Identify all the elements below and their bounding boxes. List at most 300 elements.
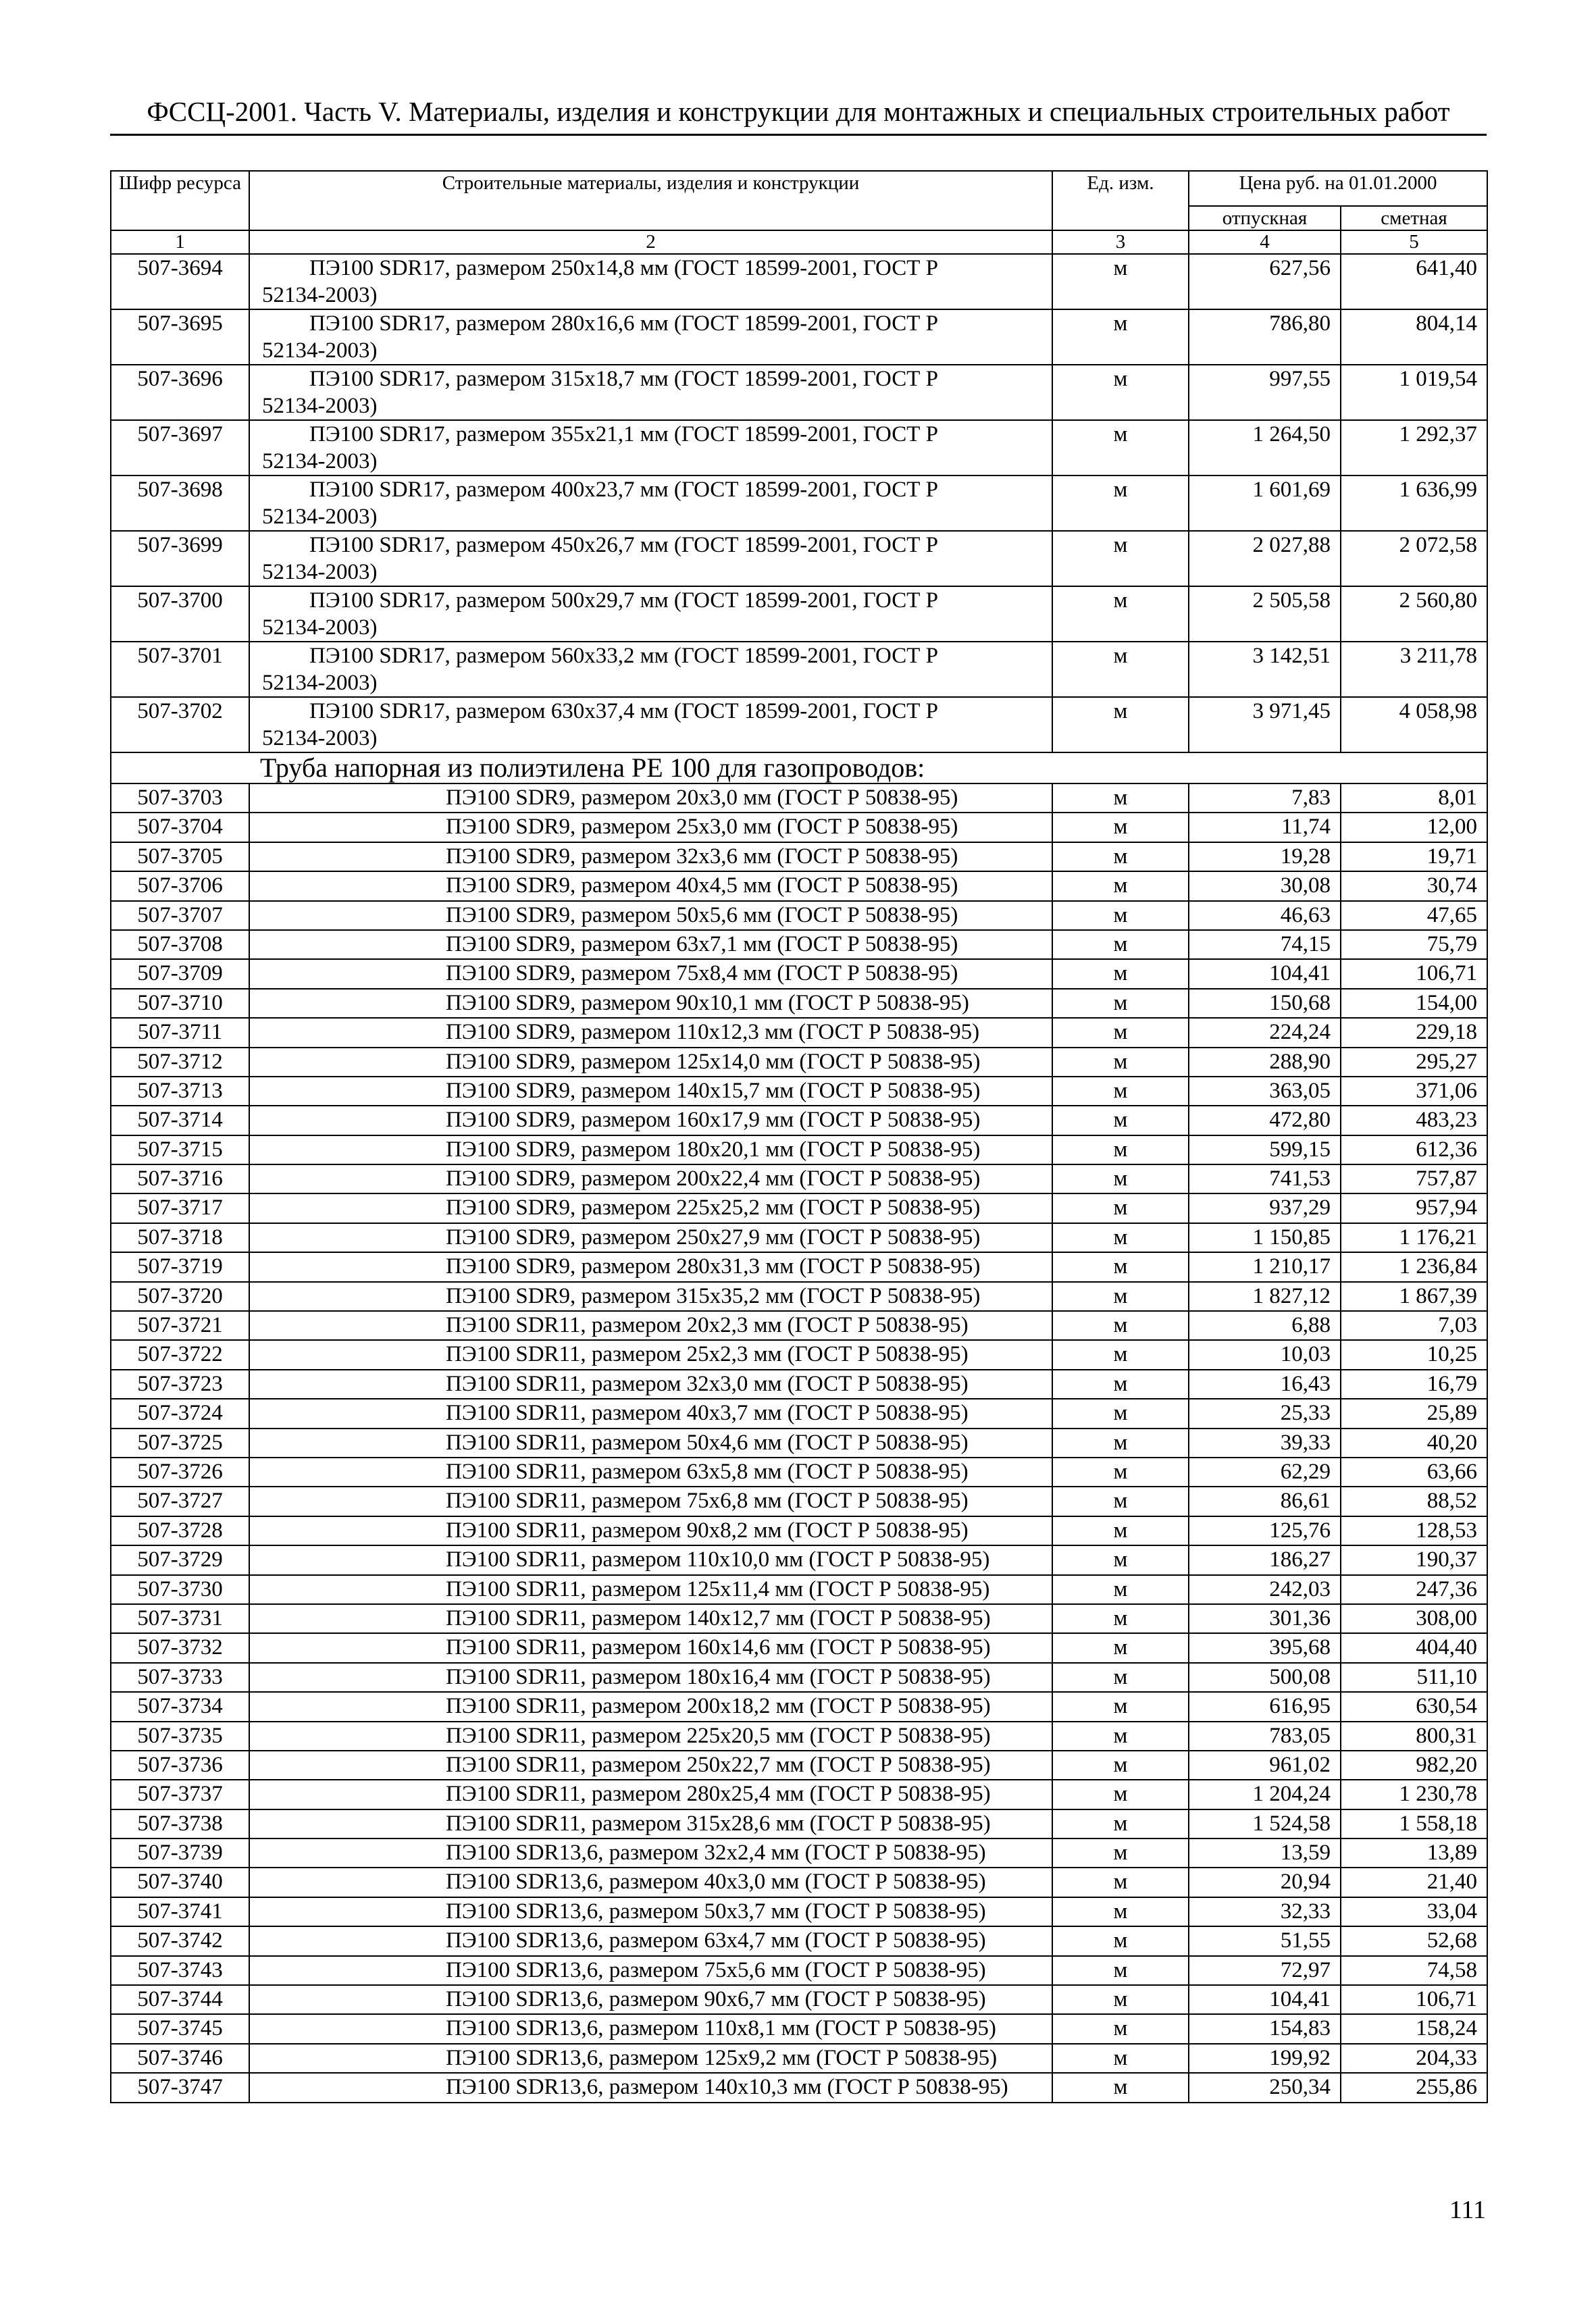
material-name: ПЭ100 SDR9, размером 200х22,4 мм (ГОСТ Р 50838-95) <box>249 1164 1052 1193</box>
table-row <box>111 1048 1487 1077</box>
material-name: ПЭ100 SDR9, размером 50х5,6 мм (ГОСТ Р 50838-95) <box>249 901 1052 930</box>
estimate-price: 1 558,18 <box>1341 1809 1487 1839</box>
unit: м <box>1052 1164 1189 1193</box>
material-name <box>249 531 1052 586</box>
table-row <box>111 1018 1487 1047</box>
table-row <box>111 697 1487 752</box>
table-row <box>111 1135 1487 1164</box>
estimate-price: 10,25 <box>1341 1340 1487 1369</box>
estimate-price: 7,03 <box>1341 1311 1487 1340</box>
unit: м <box>1052 642 1189 697</box>
material-name: ПЭ100 SDR13,6, размером 32х2,4 мм (ГОСТ Р 50838-95) <box>249 1839 1052 1868</box>
estimate-price: 74,58 <box>1341 1956 1487 1985</box>
release-price: 616,95 <box>1189 1692 1341 1721</box>
resource-code: 507-3741 <box>111 1897 249 1926</box>
page-header: ФССЦ-2001. Часть V. Материалы, изделия и конструкции для монтажных и специальных строительных работ <box>147 96 1450 127</box>
material-name: ПЭ100 SDR9, размером 75х8,4 мм (ГОСТ Р 50838-95) <box>249 959 1052 988</box>
unit: м <box>1052 1633 1189 1662</box>
resource-code: 507-3699 <box>111 531 249 586</box>
unit: м <box>1052 1985 1189 2014</box>
resource-code: 507-3694 <box>111 254 249 309</box>
release-price: 242,03 <box>1189 1575 1341 1604</box>
estimate-price: 204,33 <box>1341 2044 1487 2073</box>
resource-code: 507-3706 <box>111 871 249 900</box>
table-row <box>111 1575 1487 1604</box>
release-price: 72,97 <box>1189 1956 1341 1985</box>
unit: м <box>1052 1223 1189 1252</box>
unit: м <box>1052 1751 1189 1780</box>
table-row <box>111 1106 1487 1135</box>
estimate-price: 8,01 <box>1341 783 1487 813</box>
header-name: Строительные материалы, изделия и конструкции <box>249 171 1052 230</box>
estimate-price: 255,86 <box>1341 2073 1487 2102</box>
estimate-price: 757,87 <box>1341 1164 1487 1193</box>
release-price: 3 971,45 <box>1189 697 1341 752</box>
table-row <box>111 1868 1487 1897</box>
release-price: 150,68 <box>1189 989 1341 1018</box>
material-name: ПЭ100 SDR11, размером 20х2,3 мм (ГОСТ Р 50838-95) <box>249 1311 1052 1340</box>
material-name: ПЭ100 SDR11, размером 315х28,6 мм (ГОСТ Р 50838-95) <box>249 1809 1052 1839</box>
resource-code: 507-3697 <box>111 420 249 475</box>
resource-code: 507-3715 <box>111 1135 249 1164</box>
table-row <box>111 783 1487 813</box>
material-name: ПЭ100 SDR11, размером 125х11,4 мм (ГОСТ Р 50838-95) <box>249 1575 1052 1604</box>
release-price: 961,02 <box>1189 1751 1341 1780</box>
resource-code: 507-3713 <box>111 1077 249 1106</box>
material-name <box>249 475 1052 531</box>
estimate-price: 2 072,58 <box>1341 531 1487 586</box>
estimate-price: 1 236,84 <box>1341 1252 1487 1281</box>
resource-code: 507-3716 <box>111 1164 249 1193</box>
material-name: ПЭ100 SDR9, размером 25х3,0 мм (ГОСТ Р 50838-95) <box>249 813 1052 842</box>
unit: м <box>1052 365 1189 420</box>
unit: м <box>1052 254 1189 309</box>
material-name-line: 52134-2003) <box>262 726 378 750</box>
unit: м <box>1052 531 1189 586</box>
table-row <box>111 1164 1487 1193</box>
column-number-row <box>111 230 1487 254</box>
table-row <box>111 1516 1487 1545</box>
resource-code: 507-3703 <box>111 783 249 813</box>
table-row <box>111 1956 1487 1985</box>
table-row <box>111 813 1487 842</box>
release-price: 741,53 <box>1189 1164 1341 1193</box>
material-name-line: 52134-2003) <box>262 615 378 640</box>
unit: м <box>1052 1048 1189 1077</box>
estimate-price: 957,94 <box>1341 1193 1487 1223</box>
material-name: ПЭ100 SDR13,6, размером 63х4,7 мм (ГОСТ Р 50838-95) <box>249 1926 1052 1955</box>
table-row <box>111 309 1487 365</box>
material-name: ПЭ100 SDR11, размером 25х2,3 мм (ГОСТ Р 50838-95) <box>249 1340 1052 1369</box>
column-number: 1 <box>111 230 249 254</box>
column-number: 3 <box>1052 230 1189 254</box>
section-title: Труба напорная из полиэтилена PE 100 для газопроводов: <box>111 752 1487 783</box>
unit: м <box>1052 2014 1189 2043</box>
table-row <box>111 1487 1487 1516</box>
estimate-price: 190,37 <box>1341 1545 1487 1574</box>
estimate-price: 47,65 <box>1341 901 1487 930</box>
table-row <box>111 989 1487 1018</box>
unit: м <box>1052 1956 1189 1985</box>
material-name: ПЭ100 SDR9, размером 315х35,2 мм (ГОСТ Р 50838-95) <box>249 1282 1052 1311</box>
material-name: ПЭ100 SDR9, размером 20х3,0 мм (ГОСТ Р 50838-95) <box>249 783 1052 813</box>
unit: м <box>1052 1487 1189 1516</box>
material-name: ПЭ100 SDR9, размером 63х7,1 мм (ГОСТ Р 50838-95) <box>249 930 1052 959</box>
release-price: 104,41 <box>1189 1985 1341 2014</box>
resource-code: 507-3729 <box>111 1545 249 1574</box>
resource-code: 507-3734 <box>111 1692 249 1721</box>
resource-code: 507-3722 <box>111 1340 249 1369</box>
unit: м <box>1052 309 1189 365</box>
table-row <box>111 1633 1487 1662</box>
estimate-price: 1 176,21 <box>1341 1223 1487 1252</box>
estimate-price: 88,52 <box>1341 1487 1487 1516</box>
release-price: 997,55 <box>1189 365 1341 420</box>
material-name: ПЭ100 SDR11, размером 250х22,7 мм (ГОСТ Р 50838-95) <box>249 1751 1052 1780</box>
column-number: 2 <box>249 230 1052 254</box>
table-row <box>111 2014 1487 2043</box>
estimate-price: 3 211,78 <box>1341 642 1487 697</box>
material-name-line: 52134-2003) <box>262 671 378 695</box>
unit: м <box>1052 697 1189 752</box>
resource-code: 507-3700 <box>111 586 249 642</box>
release-price: 301,36 <box>1189 1604 1341 1633</box>
unit: м <box>1052 475 1189 531</box>
release-price: 62,29 <box>1189 1458 1341 1487</box>
resource-code: 507-3736 <box>111 1751 249 1780</box>
resource-code: 507-3735 <box>111 1722 249 1751</box>
table-row <box>111 1926 1487 1955</box>
estimate-price: 1 636,99 <box>1341 475 1487 531</box>
material-name: ПЭ100 SDR11, размером 200х18,2 мм (ГОСТ Р 50838-95) <box>249 1692 1052 1721</box>
estimate-price: 371,06 <box>1341 1077 1487 1106</box>
table-row <box>111 1399 1487 1428</box>
material-name: ПЭ100 SDR9, размером 180х20,1 мм (ГОСТ Р 50838-95) <box>249 1135 1052 1164</box>
unit: м <box>1052 1311 1189 1340</box>
estimate-price: 33,04 <box>1341 1897 1487 1926</box>
estimate-price: 19,71 <box>1341 842 1487 871</box>
material-name <box>249 642 1052 697</box>
resource-code: 507-3702 <box>111 697 249 752</box>
table-row <box>111 1897 1487 1926</box>
material-name-line: 52134-2003) <box>262 505 378 529</box>
resource-code: 507-3721 <box>111 1311 249 1340</box>
estimate-price: 641,40 <box>1341 254 1487 309</box>
table-row <box>111 1370 1487 1399</box>
material-name-line: ПЭ100 SDR17, размером 500х29,7 мм (ГОСТ 18599-2001, ГОСТ Р <box>309 588 938 613</box>
table-row <box>111 475 1487 531</box>
unit: м <box>1052 871 1189 900</box>
resource-code: 507-3723 <box>111 1370 249 1399</box>
unit: м <box>1052 1663 1189 1692</box>
material-name: ПЭ100 SDR11, размером 50х4,6 мм (ГОСТ Р 50838-95) <box>249 1429 1052 1458</box>
section-row <box>111 752 1487 783</box>
unit: м <box>1052 1897 1189 1926</box>
estimate-price: 2 560,80 <box>1341 586 1487 642</box>
estimate-price: 1 867,39 <box>1341 1282 1487 1311</box>
material-name-line: 52134-2003) <box>262 560 378 584</box>
unit: м <box>1052 1282 1189 1311</box>
table-row <box>111 901 1487 930</box>
resource-code: 507-3731 <box>111 1604 249 1633</box>
column-number: 4 <box>1189 230 1341 254</box>
table-row <box>111 1809 1487 1839</box>
resource-code: 507-3705 <box>111 842 249 871</box>
estimate-price: 4 058,98 <box>1341 697 1487 752</box>
table-header-row <box>111 171 1487 206</box>
resource-code: 507-3747 <box>111 2073 249 2102</box>
resource-code: 507-3742 <box>111 1926 249 1955</box>
resource-code: 507-3740 <box>111 1868 249 1897</box>
release-price: 472,80 <box>1189 1106 1341 1135</box>
unit: м <box>1052 1868 1189 1897</box>
table-row <box>111 365 1487 420</box>
header-release-price: отпускная <box>1189 206 1341 230</box>
release-price: 7,83 <box>1189 783 1341 813</box>
release-price: 3 142,51 <box>1189 642 1341 697</box>
table-row <box>111 1077 1487 1106</box>
estimate-price: 106,71 <box>1341 959 1487 988</box>
material-name: ПЭ100 SDR9, размером 110х12,3 мм (ГОСТ Р 50838-95) <box>249 1018 1052 1047</box>
resource-code: 507-3746 <box>111 2044 249 2073</box>
table-row <box>111 1545 1487 1574</box>
release-price: 1 601,69 <box>1189 475 1341 531</box>
resource-code: 507-3745 <box>111 2014 249 2043</box>
material-name: ПЭ100 SDR9, размером 250х27,9 мм (ГОСТ Р 50838-95) <box>249 1223 1052 1252</box>
table-row <box>111 420 1487 475</box>
resource-code: 507-3710 <box>111 989 249 1018</box>
header-price: Цена руб. на 01.01.2000 <box>1189 171 1487 206</box>
unit: м <box>1052 586 1189 642</box>
table-row <box>111 842 1487 871</box>
estimate-price: 12,00 <box>1341 813 1487 842</box>
release-price: 2 027,88 <box>1189 531 1341 586</box>
resource-code: 507-3709 <box>111 959 249 988</box>
release-price: 11,74 <box>1189 813 1341 842</box>
resource-code: 507-3714 <box>111 1106 249 1135</box>
estimate-price: 982,20 <box>1341 1751 1487 1780</box>
resource-code: 507-3708 <box>111 930 249 959</box>
material-name: ПЭ100 SDR11, размером 40х3,7 мм (ГОСТ Р 50838-95) <box>249 1399 1052 1428</box>
material-name: ПЭ100 SDR11, размером 75х6,8 мм (ГОСТ Р 50838-95) <box>249 1487 1052 1516</box>
release-price: 1 204,24 <box>1189 1780 1341 1809</box>
release-price: 1 264,50 <box>1189 420 1341 475</box>
release-price: 154,83 <box>1189 2014 1341 2043</box>
material-name: ПЭ100 SDR13,6, размером 90х6,7 мм (ГОСТ Р 50838-95) <box>249 1985 1052 2014</box>
estimate-price: 483,23 <box>1341 1106 1487 1135</box>
estimate-price: 63,66 <box>1341 1458 1487 1487</box>
resource-code: 507-3743 <box>111 1956 249 1985</box>
estimate-price: 800,31 <box>1341 1722 1487 1751</box>
table-row <box>111 1223 1487 1252</box>
resource-code: 507-3727 <box>111 1487 249 1516</box>
header-estimate-price: сметная <box>1341 206 1487 230</box>
unit: м <box>1052 989 1189 1018</box>
resource-code: 507-3738 <box>111 1809 249 1839</box>
estimate-price: 511,10 <box>1341 1663 1487 1692</box>
release-price: 288,90 <box>1189 1048 1341 1077</box>
estimate-price: 154,00 <box>1341 989 1487 1018</box>
header-code: Шифр ресурса <box>111 171 249 230</box>
resource-code: 507-3711 <box>111 1018 249 1047</box>
unit: м <box>1052 1516 1189 1545</box>
material-name <box>249 420 1052 475</box>
resource-code: 507-3732 <box>111 1633 249 1662</box>
material-name: ПЭ100 SDR9, размером 125х14,0 мм (ГОСТ Р 50838-95) <box>249 1048 1052 1077</box>
unit: м <box>1052 842 1189 871</box>
release-price: 10,03 <box>1189 1340 1341 1369</box>
unit: м <box>1052 2073 1189 2102</box>
resource-code: 507-3707 <box>111 901 249 930</box>
estimate-price: 52,68 <box>1341 1926 1487 1955</box>
unit: м <box>1052 1809 1189 1839</box>
estimate-price: 1 019,54 <box>1341 365 1487 420</box>
unit: м <box>1052 813 1189 842</box>
release-price: 1 524,58 <box>1189 1809 1341 1839</box>
release-price: 1 827,12 <box>1189 1282 1341 1311</box>
release-price: 46,63 <box>1189 901 1341 930</box>
release-price: 39,33 <box>1189 1429 1341 1458</box>
material-name: ПЭ100 SDR11, размером 180х16,4 мм (ГОСТ Р 50838-95) <box>249 1663 1052 1692</box>
material-name <box>249 365 1052 420</box>
table-row <box>111 1839 1487 1868</box>
estimate-price: 630,54 <box>1341 1692 1487 1721</box>
release-price: 937,29 <box>1189 1193 1341 1223</box>
estimate-price: 404,40 <box>1341 1633 1487 1662</box>
unit: м <box>1052 1106 1189 1135</box>
estimate-price: 40,20 <box>1341 1429 1487 1458</box>
unit: м <box>1052 1575 1189 1604</box>
table-row <box>111 1722 1487 1751</box>
release-price: 51,55 <box>1189 1926 1341 1955</box>
material-name-line: ПЭ100 SDR17, размером 400х23,7 мм (ГОСТ 18599-2001, ГОСТ Р <box>309 478 938 502</box>
unit: м <box>1052 1399 1189 1428</box>
unit: м <box>1052 1839 1189 1868</box>
unit: м <box>1052 1545 1189 1574</box>
material-name: ПЭ100 SDR11, размером 280х25,4 мм (ГОСТ Р 50838-95) <box>249 1780 1052 1809</box>
material-name: ПЭ100 SDR13,6, размером 75х5,6 мм (ГОСТ Р 50838-95) <box>249 1956 1052 1985</box>
unit: м <box>1052 1692 1189 1721</box>
estimate-price: 308,00 <box>1341 1604 1487 1633</box>
material-name: ПЭ100 SDR13,6, размером 140х10,3 мм (ГОСТ Р 50838-95) <box>249 2073 1052 2102</box>
release-price: 30,08 <box>1189 871 1341 900</box>
material-name-line: ПЭ100 SDR17, размером 560х33,2 мм (ГОСТ 18599-2001, ГОСТ Р <box>309 644 938 668</box>
header-unit: Ед. изм. <box>1052 171 1189 230</box>
resource-code: 507-3695 <box>111 309 249 365</box>
unit: м <box>1052 1722 1189 1751</box>
material-name: ПЭ100 SDR11, размером 32х3,0 мм (ГОСТ Р 50838-95) <box>249 1370 1052 1399</box>
table-row <box>111 1282 1487 1311</box>
table-row <box>111 1458 1487 1487</box>
release-price: 19,28 <box>1189 842 1341 871</box>
release-price: 32,33 <box>1189 1897 1341 1926</box>
unit: м <box>1052 1340 1189 1369</box>
release-price: 86,61 <box>1189 1487 1341 1516</box>
price-table <box>110 170 1488 2103</box>
resource-code: 507-3712 <box>111 1048 249 1077</box>
header-rule <box>110 134 1487 136</box>
resource-code: 507-3726 <box>111 1458 249 1487</box>
table-row <box>111 871 1487 900</box>
table-row <box>111 642 1487 697</box>
unit: м <box>1052 901 1189 930</box>
material-name: ПЭ100 SDR9, размером 32х3,6 мм (ГОСТ Р 50838-95) <box>249 842 1052 871</box>
material-name: ПЭ100 SDR13,6, размером 50х3,7 мм (ГОСТ Р 50838-95) <box>249 1897 1052 1926</box>
table-row <box>111 1751 1487 1780</box>
material-name: ПЭ100 SDR13,6, размером 40х3,0 мм (ГОСТ Р 50838-95) <box>249 1868 1052 1897</box>
material-name: ПЭ100 SDR11, размером 110х10,0 мм (ГОСТ Р 50838-95) <box>249 1545 1052 1574</box>
material-name: ПЭ100 SDR11, размером 90х8,2 мм (ГОСТ Р 50838-95) <box>249 1516 1052 1545</box>
material-name: ПЭ100 SDR11, размером 140х12,7 мм (ГОСТ Р 50838-95) <box>249 1604 1052 1633</box>
resource-code: 507-3701 <box>111 642 249 697</box>
resource-code: 507-3733 <box>111 1663 249 1692</box>
material-name-line: ПЭ100 SDR17, размером 280х16,6 мм (ГОСТ 18599-2001, ГОСТ Р <box>309 311 938 336</box>
release-price: 500,08 <box>1189 1663 1341 1692</box>
unit: м <box>1052 1252 1189 1281</box>
estimate-price: 16,79 <box>1341 1370 1487 1399</box>
unit: м <box>1052 930 1189 959</box>
resource-code: 507-3704 <box>111 813 249 842</box>
release-price: 363,05 <box>1189 1077 1341 1106</box>
table-row <box>111 1311 1487 1340</box>
unit: м <box>1052 1370 1189 1399</box>
material-name: ПЭ100 SDR11, размером 63х5,8 мм (ГОСТ Р 50838-95) <box>249 1458 1052 1487</box>
unit: м <box>1052 783 1189 813</box>
table-row <box>111 531 1487 586</box>
estimate-price: 1 292,37 <box>1341 420 1487 475</box>
resource-code: 507-3696 <box>111 365 249 420</box>
material-name-line: 52134-2003) <box>262 338 378 363</box>
table-row <box>111 2073 1487 2102</box>
resource-code: 507-3739 <box>111 1839 249 1868</box>
column-number: 5 <box>1341 230 1487 254</box>
material-name-line: ПЭ100 SDR17, размером 250х14,8 мм (ГОСТ 18599-2001, ГОСТ Р <box>309 256 938 280</box>
resource-code: 507-3730 <box>111 1575 249 1604</box>
resource-code: 507-3744 <box>111 1985 249 2014</box>
table-row <box>111 1780 1487 1809</box>
unit: м <box>1052 1780 1189 1809</box>
table-row <box>111 1252 1487 1281</box>
table-row <box>111 1985 1487 2014</box>
estimate-price: 106,71 <box>1341 1985 1487 2014</box>
resource-code: 507-3717 <box>111 1193 249 1223</box>
unit: м <box>1052 1604 1189 1633</box>
resource-code: 507-3720 <box>111 1282 249 1311</box>
material-name-line: ПЭ100 SDR17, размером 450х26,7 мм (ГОСТ 18599-2001, ГОСТ Р <box>309 533 938 557</box>
unit: м <box>1052 1135 1189 1164</box>
resource-code: 507-3718 <box>111 1223 249 1252</box>
material-name <box>249 309 1052 365</box>
resource-code: 507-3698 <box>111 475 249 531</box>
release-price: 250,34 <box>1189 2073 1341 2102</box>
release-price: 199,92 <box>1189 2044 1341 2073</box>
unit: м <box>1052 2044 1189 2073</box>
estimate-price: 30,74 <box>1341 871 1487 900</box>
resource-code: 507-3719 <box>111 1252 249 1281</box>
release-price: 599,15 <box>1189 1135 1341 1164</box>
release-price: 224,24 <box>1189 1018 1341 1047</box>
resource-code: 507-3725 <box>111 1429 249 1458</box>
material-name: ПЭ100 SDR11, размером 160х14,6 мм (ГОСТ Р 50838-95) <box>249 1633 1052 1662</box>
material-name-line: 52134-2003) <box>262 449 378 473</box>
estimate-price: 247,36 <box>1341 1575 1487 1604</box>
material-name: ПЭ100 SDR11, размером 225х20,5 мм (ГОСТ Р 50838-95) <box>249 1722 1052 1751</box>
estimate-price: 158,24 <box>1341 2014 1487 2043</box>
material-name: ПЭ100 SDR9, размером 40х4,5 мм (ГОСТ Р 50838-95) <box>249 871 1052 900</box>
estimate-price: 1 230,78 <box>1341 1780 1487 1809</box>
material-name-line: 52134-2003) <box>262 394 378 418</box>
material-name: ПЭ100 SDR9, размером 280х31,3 мм (ГОСТ Р 50838-95) <box>249 1252 1052 1281</box>
